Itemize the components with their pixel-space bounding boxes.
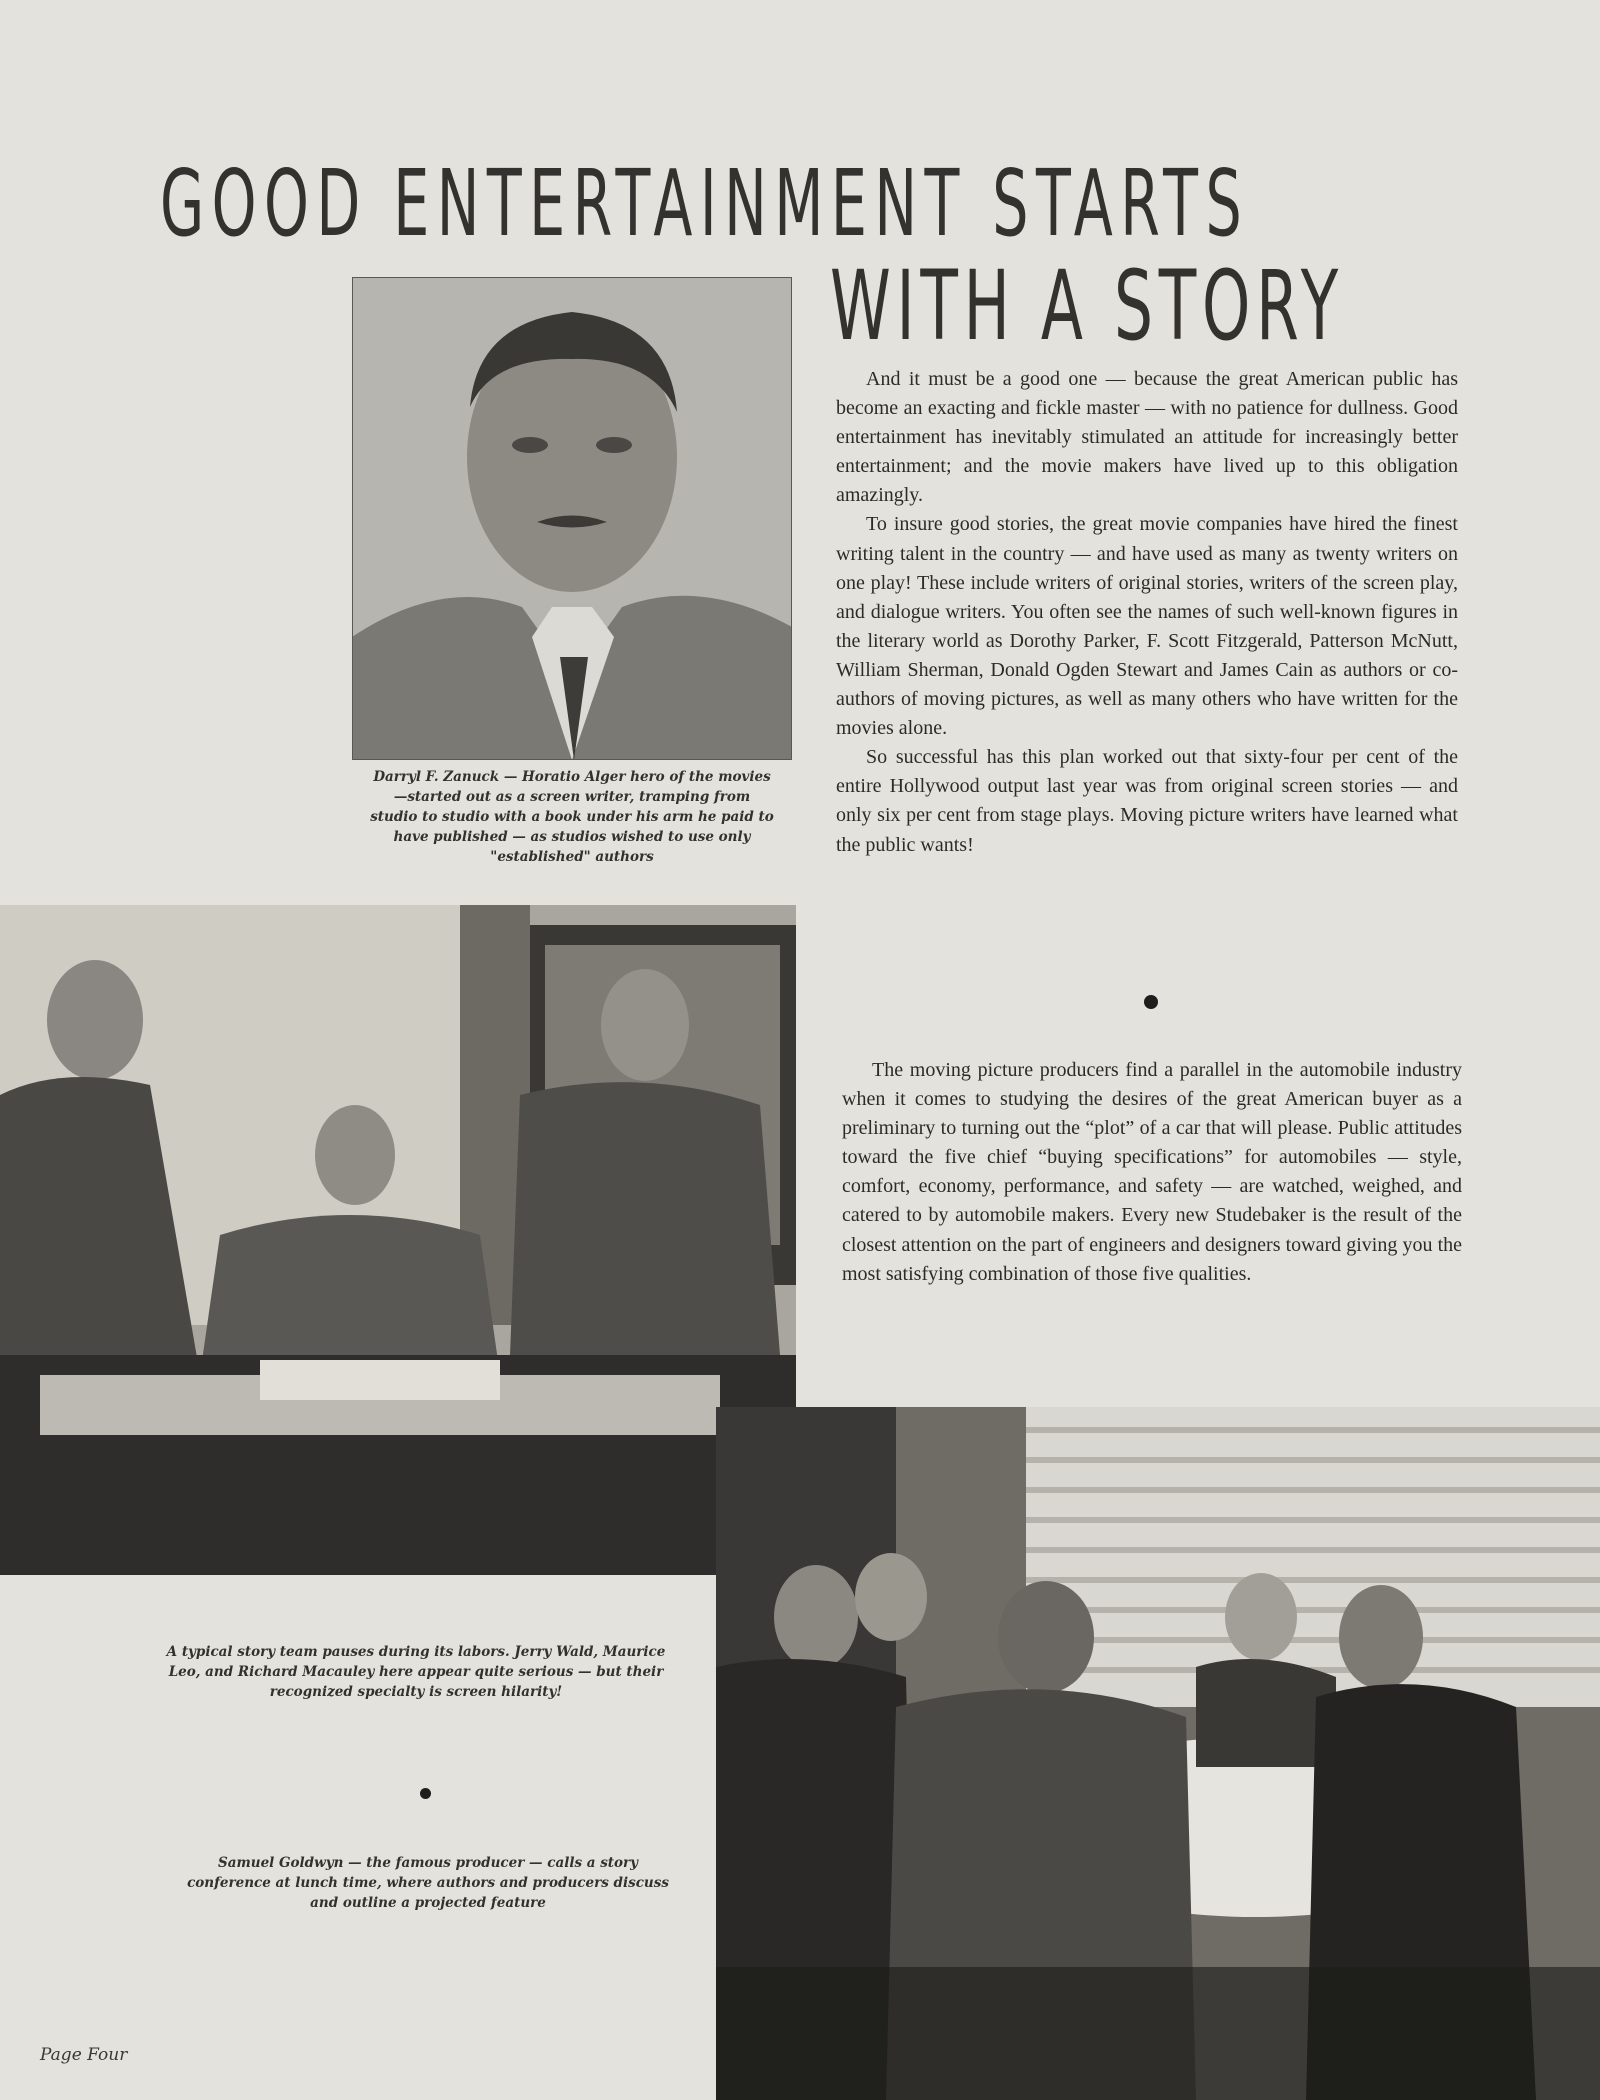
section-bullet	[1144, 995, 1158, 1009]
goldwyn-caption: Samuel Goldwyn — the famous producer — calls a story conference at lunch time, where authors and producers discuss and outline a projected feature	[187, 1855, 669, 1911]
article-paragraph: To insure good stories, the great movie companies have hired the finest writing talent in the country — and have used as many as twenty writers on one play! These include writers of original stories, writers of the screen play, and dialogue writers. You often see the names of such well-known figures in the literary world as Dorothy Parker, F. Scott Fitzgerald, Patterson McNutt, William Sherman, Donald Ogden Stewart and James Cain as authors or co-authors of moving pictures, as well as many others who have written for the movies alone.	[836, 513, 1458, 740]
zanuck-portrait-photo	[352, 277, 792, 760]
article-body-continued	[842, 1056, 1462, 1289]
caption-bullet	[420, 1788, 431, 1799]
headline-line-2: WITH A STORY	[830, 250, 1344, 362]
story-team-photo	[0, 905, 796, 1575]
article-paragraph: So successful has this plan worked out that sixty-four per cent of the entire Hollywood output last year was from original screen stories — and only six per cent from stage plays. Moving picture writers have learned what the public wants!	[836, 746, 1458, 856]
zanuck-caption: Darryl F. Zanuck — Horatio Alger hero of the movies—started out as a screen writer, tramping from studio to studio with a book under his arm he paid to have published — as studios wished to use only "established" authors	[370, 769, 774, 865]
headline-line-1: GOOD ENTERTAINMENT STARTS	[160, 150, 1250, 257]
article-paragraph: And it must be a good one — because the great American public has become an exacting and fickle master — with no patience for dullness. Good entertainment has inevitably stimulated an attitude for increasingly better entertainment; and the movie makers have lived up to this obligation amazingly.	[836, 368, 1458, 507]
story-team-caption: A typical story team pauses during its labors. Jerry Wald, Maurice Leo, and Richard Macauley here appear quite serious — but their recognized specialty is screen hilarity!	[166, 1644, 666, 1700]
article-paragraph: The moving picture producers find a parallel in the automobile industry when it comes to studying the desires of the great American buyer as a preliminary to turning out the “plot” of a car that will please. Public attitudes toward the five chief “buying specifications” for automobiles — style, comfort, economy, performance, and safety — are watched, weighed, and catered to by automobile makers. Every new Studebaker is the result of the closest attention on the part of engineers and designers toward giving you the most satisfying combination of those five qualities.	[842, 1059, 1462, 1285]
page-number: Page Four	[40, 2045, 128, 2065]
article-body	[836, 365, 1458, 860]
goldwyn-conference-photo	[716, 1407, 1600, 2100]
